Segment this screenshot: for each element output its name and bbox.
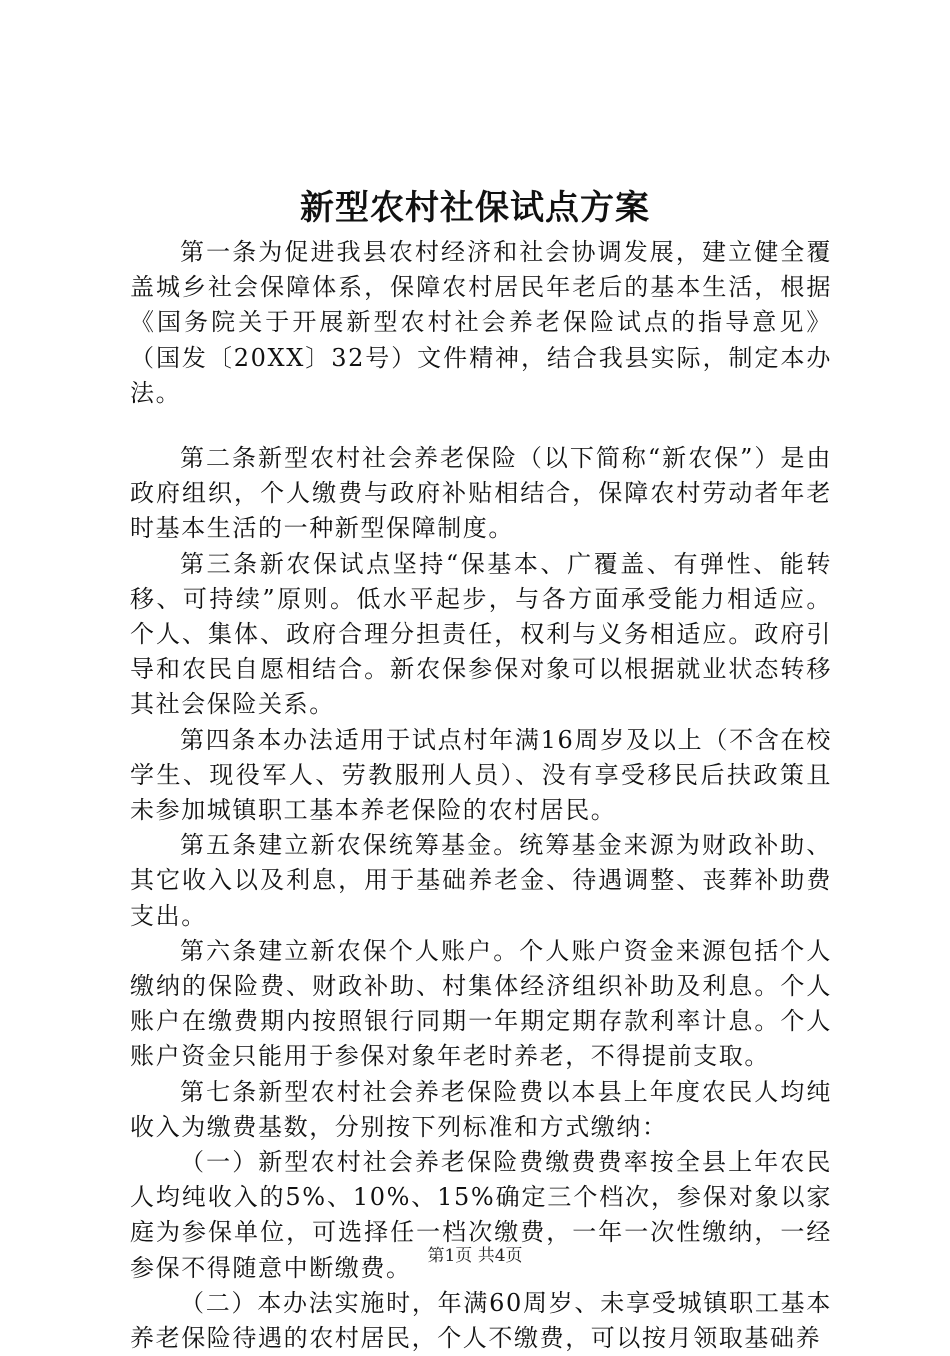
- document-title: 新型农村社保试点方案: [300, 188, 650, 228]
- page-number-footer: 第1页 共4页: [427, 1246, 523, 1266]
- article-7-item-2-paragraph: （二）本办法实施时，年满60周岁、未享受城镇职工基本养老保险待遇的农村居民，个人不缴费，可以按月领取基础养: [130, 1288, 832, 1353]
- article-7-item-1-paragraph: （一）新型农村社会养老保险费缴费费率按全县上年农民人均纯收入的5%、10%、15%确定三个档次，参保对象以家庭为参保单位，可选择任一档次缴费，一年一次性缴纳，一经参保不得随意中断缴费。: [130, 1148, 832, 1282]
- document-body: [130, 235, 832, 1356]
- article-5-paragraph: 第五条建立新农保统筹基金。统筹基金来源为财政补助、其它收入以及利息，用于基础养老金、待遇调整、丧葬补助费支出。: [130, 831, 832, 930]
- article-2-paragraph: 第二条新型农村社会养老保险（以下简称“新农保”）是由政府组织，个人缴费与政府补贴相结合，保障农村劳动者年老时基本生活的一种新型保障制度。: [130, 444, 832, 543]
- article-1-paragraph: 第一条为促进我县农村经济和社会协调发展，建立健全覆盖城乡社会保障体系，保障农村居民年老后的基本生活，根据《国务院关于开展新型农村社会养老保险试点的指导意见》（国发〔20XX〕32号）文件精神，结合我县实际，制定本办法。: [130, 238, 832, 407]
- article-6-paragraph: 第六条建立新农保个人账户。个人账户资金来源包括个人缴纳的保险费、财政补助、村集体经济组织补助及利息。个人账户在缴费期内按照银行同期一年期定期存款利率计息。个人账户资金只能用于参保对象年老时养老，不得提前支取。: [130, 936, 832, 1071]
- article-4-paragraph: 第四条本办法适用于试点村年满16周岁及以上（不含在校学生、现役军人、劳教服刑人员）、没有享受移民后扶政策且未参加城镇职工基本养老保险的农村居民。: [130, 725, 832, 825]
- paragraph-spacer: [130, 411, 832, 441]
- article-7-paragraph: 第七条新型农村社会养老保险费以本县上年度农民人均纯收入为缴费基数，分别按下列标准和方式缴纳：: [130, 1077, 832, 1141]
- article-3-paragraph: 第三条新农保试点坚持“保基本、广覆盖、有弹性、能转移、可持续”原则。低水平起步，与各方面承受能力相适应。个人、集体、政府合理分担责任，权利与义务相适应。政府引导和农民自愿相结合。新农保参保对象可以根据就业状态转移其社会保险关系。: [130, 549, 832, 719]
